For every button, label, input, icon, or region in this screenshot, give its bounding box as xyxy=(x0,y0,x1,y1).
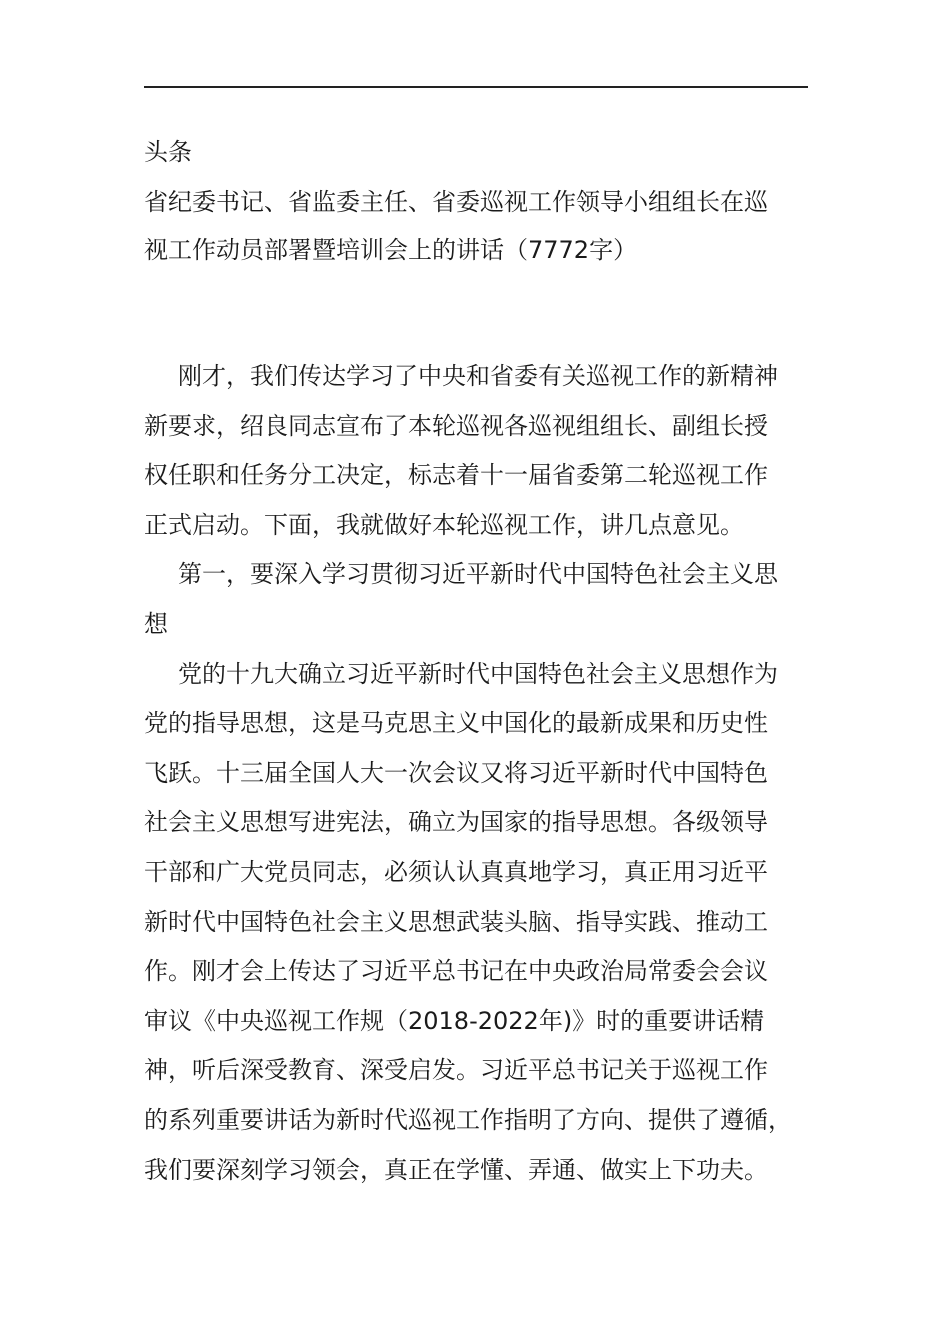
title-line: 视工作动员部署暨培训会上的讲话（7772字） xyxy=(144,236,638,264)
body-text xyxy=(144,352,808,1195)
body-line: 作。刚才会上传达了习近平总书记在中央政治局常委会会议 xyxy=(144,957,768,986)
section-label: 头条 xyxy=(144,138,192,166)
header-rule xyxy=(144,86,808,88)
body-line: 第一，要深入学习贯彻习近平新时代中国特色社会主义思 xyxy=(178,560,778,589)
body-line: 想 xyxy=(144,609,168,638)
body-line: 正式启动。下面，我就做好本轮巡视工作，讲几点意见。 xyxy=(144,510,744,539)
body-line: 我们要深刻学习领会，真正在学懂、弄通、做实上下功夫。 xyxy=(144,1155,768,1184)
body-line: 神，听后深受教育、深受启发。习近平总书记关于巡视工作 xyxy=(144,1056,768,1085)
body-line: 权任职和任务分工决定，标志着十一届省委第二轮巡视工作 xyxy=(144,461,768,490)
body-line: 的系列重要讲话为新时代巡视工作指明了方向、提供了遵循， xyxy=(144,1105,792,1134)
body-line: 新时代中国特色社会主义思想武装头脑、指导实践、推动工 xyxy=(144,907,768,936)
body-line: 刚才，我们传达学习了中央和省委有关巡视工作的新精神 xyxy=(178,362,778,390)
body-line: 审议《中央巡视工作规（2018-2022年)》时的重要讲话精 xyxy=(144,1006,765,1035)
body-line: 飞跃。十三届全国人大一次会议又将习近平新时代中国特色 xyxy=(144,758,768,787)
title-line: 省纪委书记、省监委主任、省委巡视工作领导小组组长在巡 xyxy=(144,188,768,216)
body-line: 党的指导思想，这是马克思主义中国化的最新成果和历史性 xyxy=(144,709,768,738)
body-line: 新要求，绍良同志宣布了本轮巡视各巡视组组长、副组长授 xyxy=(144,411,768,440)
body-line: 社会主义思想写进宪法，确立为国家的指导思想。各级领导 xyxy=(144,808,768,837)
document-title xyxy=(144,178,808,274)
body-line: 党的十九大确立习近平新时代中国特色社会主义思想作为 xyxy=(178,659,778,688)
body-line: 干部和广大党员同志，必须认认真真地学习，真正用习近平 xyxy=(144,857,768,886)
